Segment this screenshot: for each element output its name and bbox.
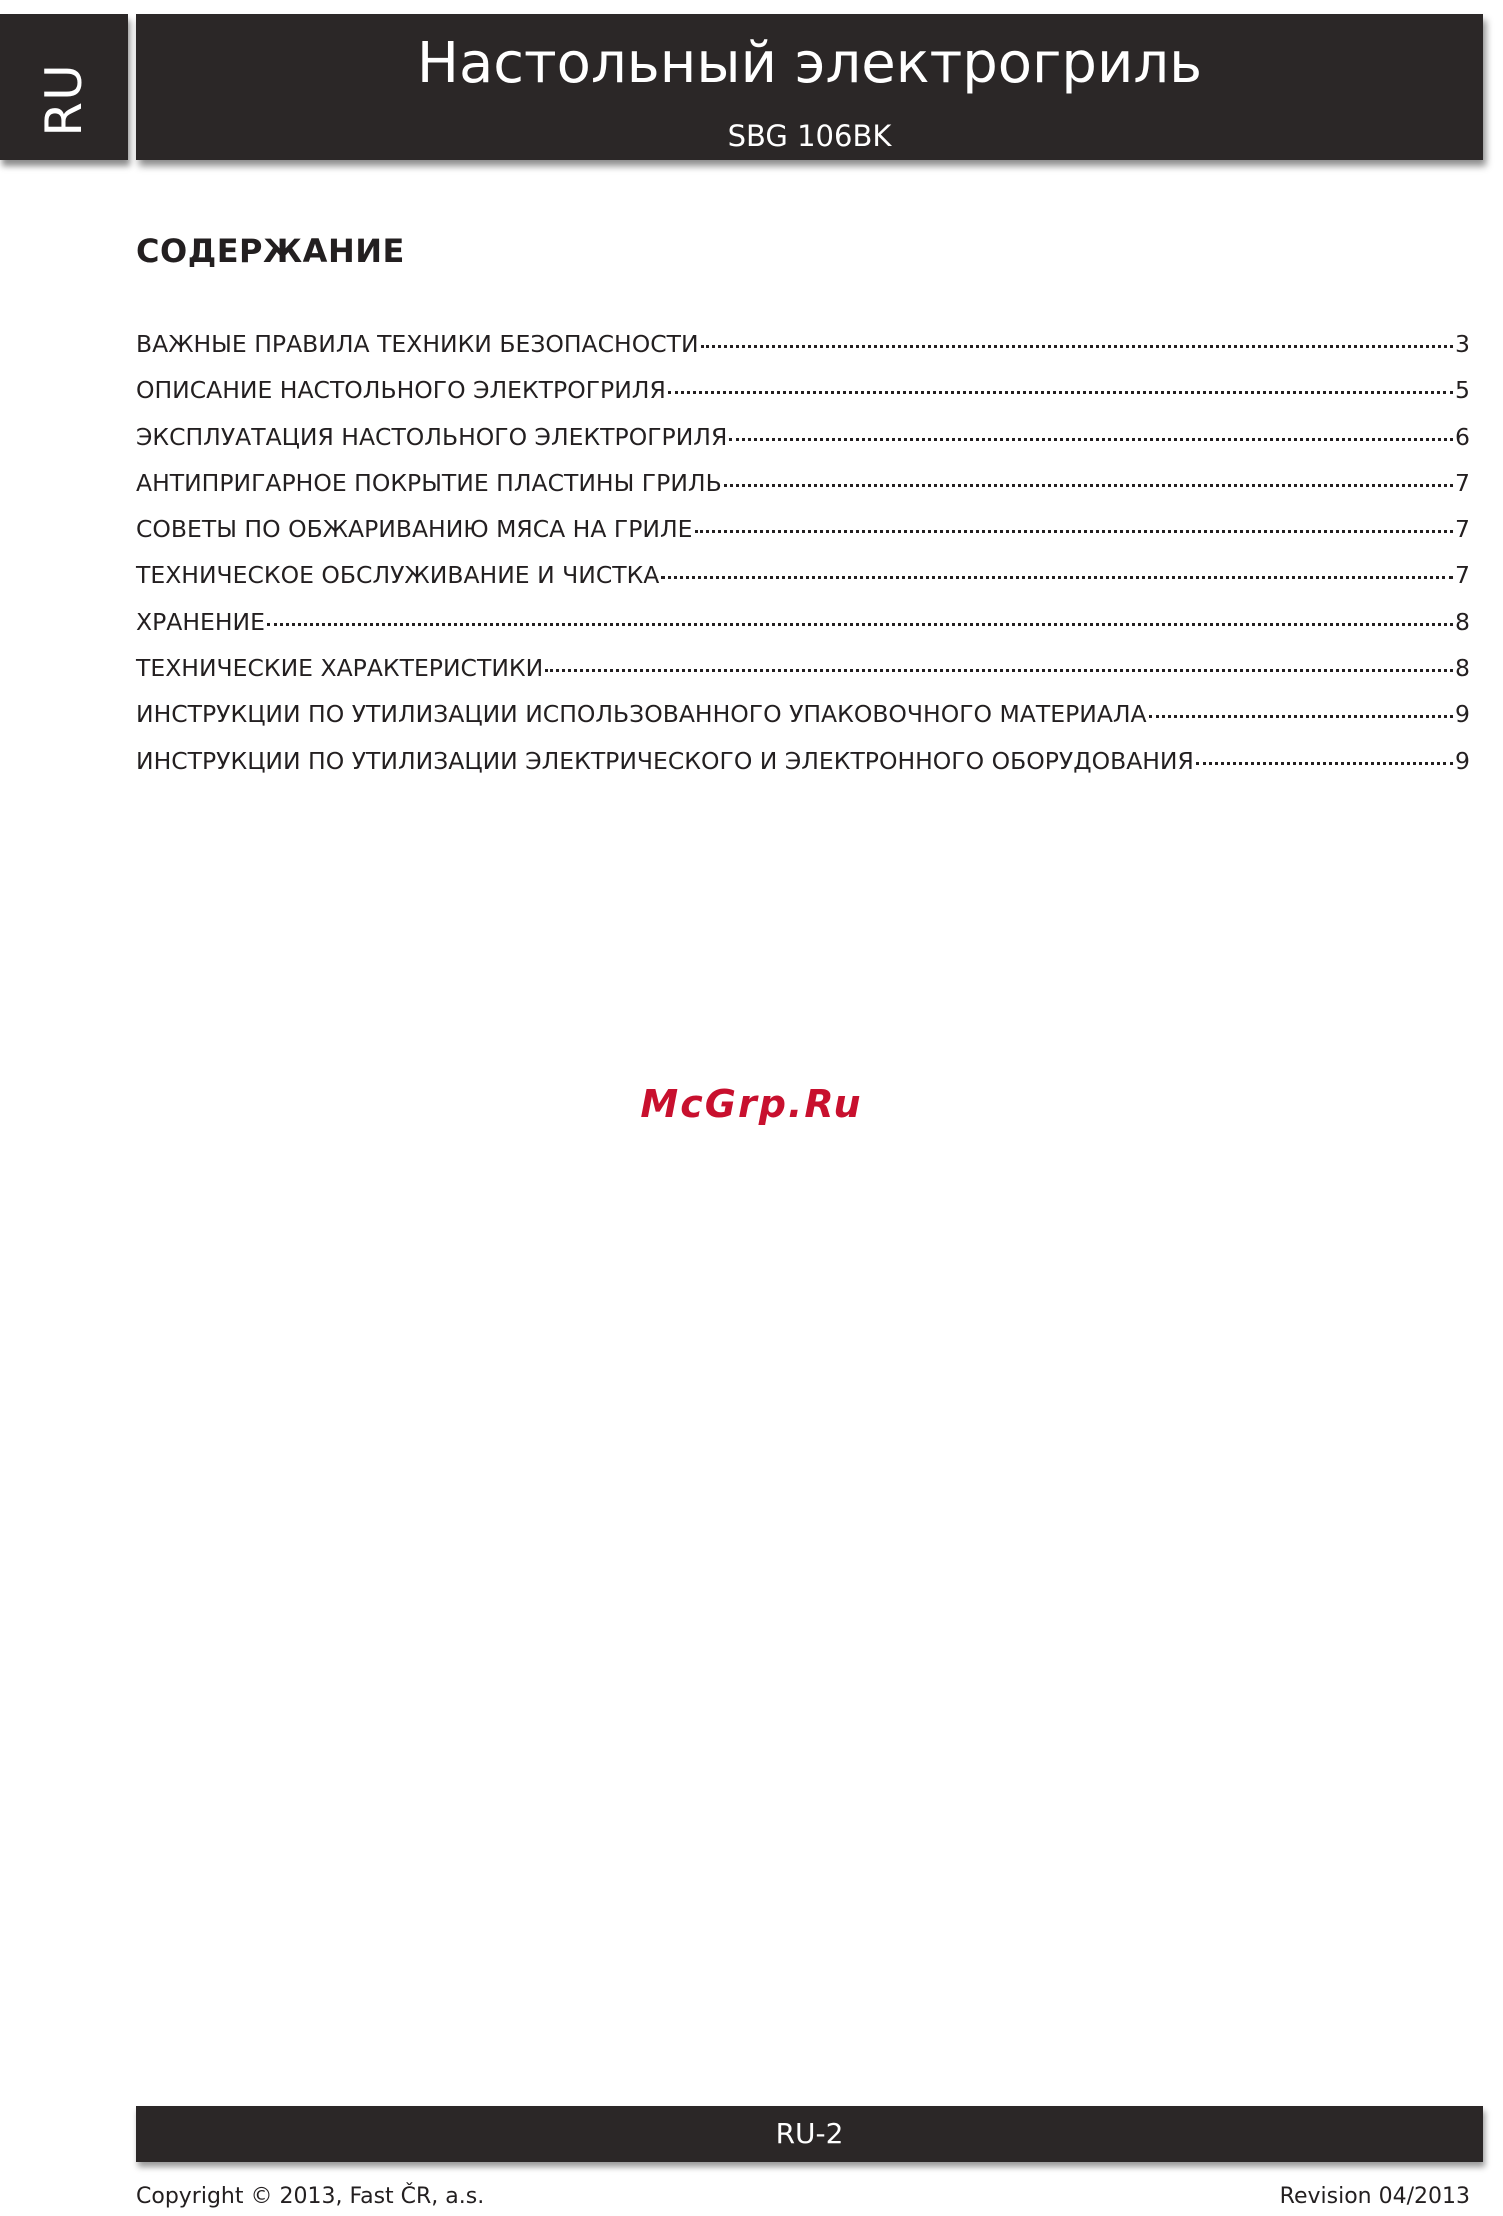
toc-entry-title: ИНСТРУКЦИИ ПО УТИЛИЗАЦИИ ЭЛЕКТРИЧЕСКОГО И ЭЛЕКТРОННОГО ОБОРУДОВАНИЯ (136, 746, 1194, 775)
toc-leader-dots (724, 484, 1453, 487)
toc-entry-title: ТЕХНИЧЕСКИЕ ХАРАКТЕРИСТИКИ (136, 654, 544, 683)
toc-entry-title: ТЕХНИЧЕСКОЕ ОБСЛУЖИВАНИЕ И ЧИСТКА (136, 561, 660, 590)
toc-entry-title: ХРАНЕНИЕ (136, 607, 265, 636)
toc-entry-title: ОПИСАНИЕ НАСТОЛЬНОГО ЭЛЕКТРОГРИЛЯ (136, 376, 666, 405)
toc-entry[interactable] (136, 561, 1470, 607)
toc-leader-dots (668, 391, 1453, 394)
toc-leader-dots (1149, 715, 1453, 718)
toc-leader-dots (1196, 762, 1453, 765)
toc-entry-page: 8 (1455, 607, 1470, 636)
toc-entry-page: 5 (1455, 376, 1470, 405)
toc-entry-page: 9 (1455, 700, 1470, 729)
toc-leader-dots (661, 576, 1453, 579)
document-title: Настольный электрогриль (416, 31, 1203, 96)
page-number: RU-2 (775, 2117, 844, 2150)
title-banner (136, 14, 1483, 160)
watermark-text: McGrp.Ru (640, 1082, 863, 1126)
toc-entry-page: 7 (1455, 515, 1470, 544)
toc-entry[interactable] (136, 654, 1470, 700)
toc-entry[interactable] (136, 515, 1470, 561)
toc-leader-dots (267, 623, 1453, 626)
toc-entry-title: СОВЕТЫ ПО ОБЖАРИВАНИЮ МЯСА НА ГРИЛЕ (136, 515, 693, 544)
toc-entry[interactable] (136, 376, 1470, 422)
toc-entry[interactable] (136, 747, 1470, 793)
page-number-bar (136, 2106, 1483, 2162)
toc-entry-title: ЭКСПЛУАТАЦИЯ НАСТОЛЬНОГО ЭЛЕКТРОГРИЛЯ (136, 422, 728, 451)
toc-entry-page: 7 (1455, 561, 1470, 590)
toc-entry-title: АНТИПРИГАРНОЕ ПОКРЫТИЕ ПЛАСТИНЫ ГРИЛЬ (136, 468, 722, 497)
copyright-notice: Copyright © 2013, Fast ČR, a.s. (136, 2184, 485, 2209)
toc-entry[interactable] (136, 700, 1470, 746)
toc-entry[interactable] (136, 608, 1470, 654)
toc-entry-title: ИНСТРУКЦИИ ПО УТИЛИЗАЦИИ ИСПОЛЬЗОВАННОГО УПАКОВОЧНОГО МАТЕРИАЛА (136, 700, 1147, 729)
toc-entry-title: ВАЖНЫЕ ПРАВИЛА ТЕХНИКИ БЕЗОПАСНОСТИ (136, 330, 699, 358)
language-tab (0, 14, 128, 160)
model-number: SBG 106BK (727, 119, 892, 153)
toc-entry-page: 3 (1455, 330, 1470, 358)
toc-entry-page: 8 (1455, 654, 1470, 683)
toc-entry-page: 7 (1455, 468, 1470, 497)
toc-entry-page: 6 (1455, 422, 1470, 451)
toc-entry[interactable] (136, 423, 1470, 469)
toc-entry[interactable] (136, 330, 1470, 376)
toc-leader-dots (729, 438, 1453, 441)
table-of-contents (136, 330, 1470, 793)
revision-label: Revision 04/2013 (1279, 2184, 1470, 2209)
toc-leader-dots (695, 530, 1454, 533)
toc-entry-page: 9 (1455, 746, 1470, 775)
toc-leader-dots (701, 345, 1453, 348)
language-code: RU (35, 63, 93, 137)
contents-heading: СОДЕРЖАНИЕ (136, 232, 405, 270)
toc-entry[interactable] (136, 469, 1470, 515)
toc-leader-dots (545, 669, 1453, 672)
